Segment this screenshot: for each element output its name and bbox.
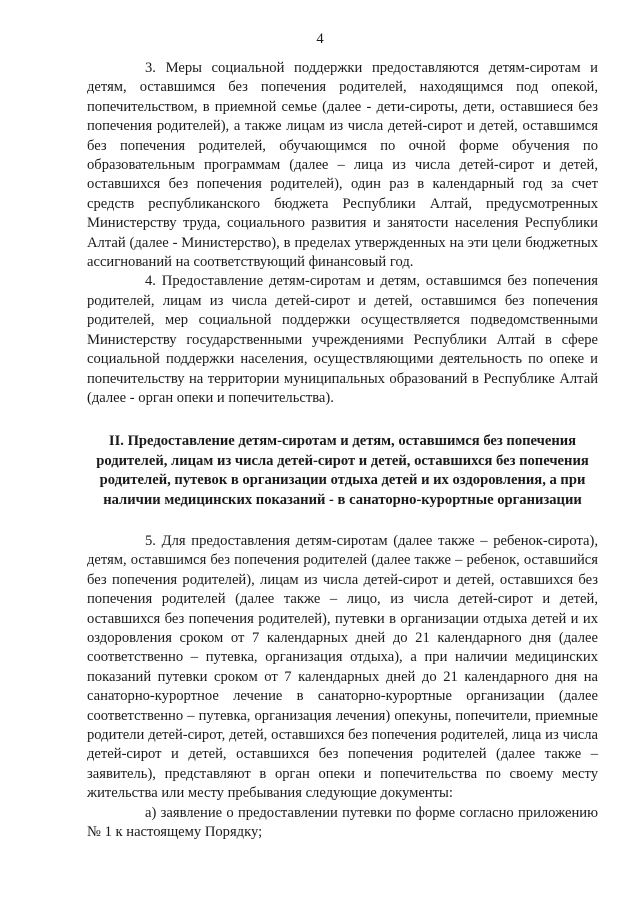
page-number: 4 <box>316 31 324 47</box>
document-body <box>87 59 598 842</box>
section-heading: II. Предоставление детям-сиротам и детям, оставшимся без попечения родителей, лицам из числа детей-сирот и детей, оставшихся без попечения родителей, путевок в организации отдыха детей и их оздоровления, а при наличии медицинских показаний - в санаторно-курортные организации <box>96 433 589 508</box>
paragraph-5a: а) заявление о предоставлении путевки по форме согласно приложению № 1 к настоящему Порядку; <box>87 804 598 841</box>
paragraph-4: 4. Предоставление детям-сиротам и детям, оставшимся без попечения родителей, лицам из числа детей-сирот и детей, оставшимся без попечения родителей, мер социальной поддержки осуществляется подведомственными Министерству государственными учреждениями Республики Алтай в сфере социальной поддержки населения, осуществляющими деятельность по опеке и попечительству на территории муниципальных образований в Республике Алтай (далее - орган опеки и попечительства). <box>87 273 598 406</box>
paragraph-5: 5. Для предоставления детям-сиротам (далее также – ребенок-сирота), детям, оставшимся без попечения родителей (далее также – ребенок, оставшийся без попечения родителей), лицам из числа детей-сирот и детей, оставшихся без попечения родителей (далее также – лицо, из числа детей-сирот и детей, оставшихся без попечения родителей), путевки в организации отдыха детей и их оздоровления сроком от 7 календарных дней до 21 календарного дня (далее соответственно – путевка, организация отдыха), а при наличии медицинских показаний путевки сроком от 7 календарных дней до 21 календарного дня на санаторно-курортное лечение в санаторно-курортные организации (далее соответственно – путевка, организация лечения) опекуны, попечители, приемные родители детей-сирот, детей, оставшихся без попечения родителей, лица из числа детей-сирот и детей, оставшихся без попечения родителей (далее также – заявитель), представляют в орган опеки и попечительства по своему месту жительства или месту пребывания следующие документы: <box>87 532 598 802</box>
paragraph-3: 3. Меры социальной поддержки предоставляются детям-сиротам и детям, оставшимся без попечения родителей, находящимся под опекой, попечительством, в приемной семье (далее - дети-сироты, дети, оставшиеся без попечения родителей), а также лицам из числа детей-сирот и детей, оставшимся без попечения родителей, обучающимся по очной форме обучения по образовательным программам (далее – лица из числа детей-сирот и детей, оставшихся без попечения родителей), один раз в календарный год за счет средств республиканского бюджета Республики Алтай, предусмотренных Министерству труда, социального развития и занятости населения Республики Алтай (далее - Министерство), в пределах утвержденных на эти цели бюджетных ассигнований на соответствующий финансовый год. <box>87 60 598 271</box>
